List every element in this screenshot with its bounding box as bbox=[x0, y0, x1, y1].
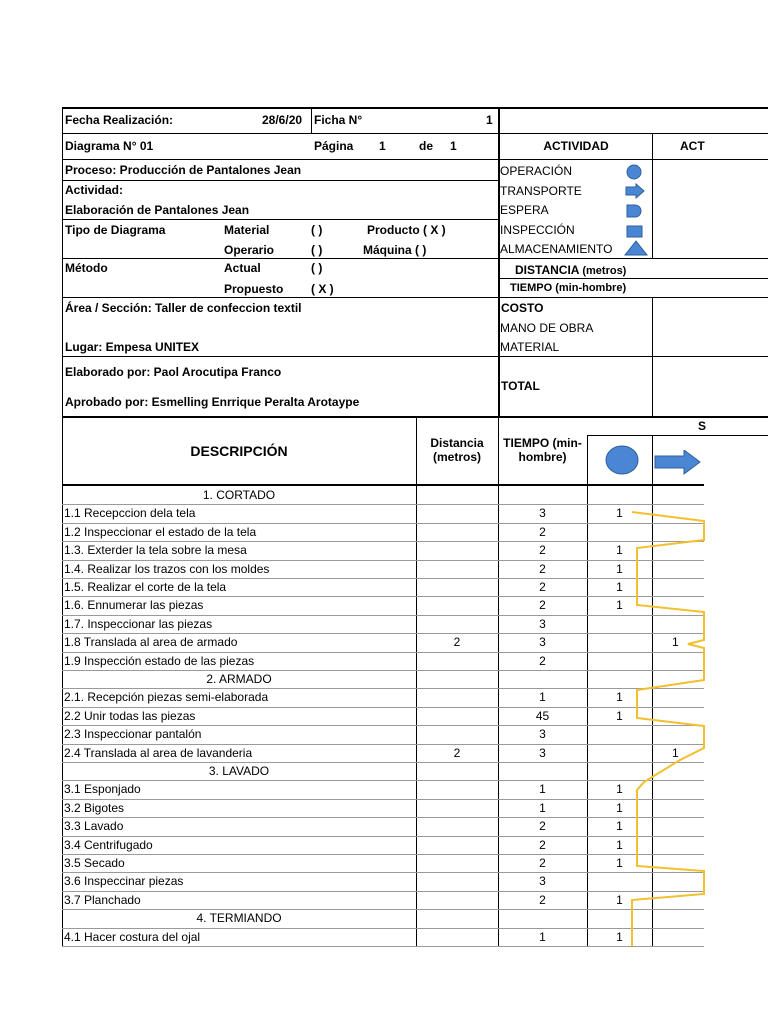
row-divider bbox=[62, 928, 704, 929]
delay-d-icon bbox=[624, 203, 646, 219]
row-operation-count: 1 bbox=[616, 580, 623, 594]
row-time: 2 bbox=[539, 580, 546, 594]
row-description: 3.1 Esponjado bbox=[64, 782, 141, 797]
row-description: 2.1. Recepción piezas semi-elaborada bbox=[64, 690, 269, 705]
row-description: 3.4 Centrifugado bbox=[64, 837, 153, 852]
row-time: 1 bbox=[539, 929, 546, 944]
col-tiempo-line2: hombre) bbox=[518, 450, 567, 464]
row-description: 1.9 Inspección estado de las piezas bbox=[64, 653, 255, 668]
row-divider bbox=[62, 652, 704, 653]
transport-column-arrow-icon bbox=[654, 450, 702, 476]
metodo-label: Método bbox=[65, 261, 108, 275]
mano-obra-label: MANO DE OBRA bbox=[500, 321, 594, 335]
actividad-header: ACTIVIDAD bbox=[543, 139, 609, 153]
row-time: 3 bbox=[539, 635, 546, 650]
row-description: 1.7. Inspeccionar las piezas bbox=[64, 616, 213, 631]
section-title: 1. CORTADO bbox=[202, 488, 276, 502]
de-label: de bbox=[419, 139, 434, 153]
summary-almacenamiento: ALMACENAMIENTO bbox=[500, 242, 613, 256]
fecha-label: Fecha Realización: bbox=[65, 113, 174, 127]
row-operation-count: 1 bbox=[616, 929, 623, 944]
grid-line bbox=[62, 484, 704, 486]
col-tiempo bbox=[498, 437, 587, 463]
grid-line bbox=[62, 297, 768, 298]
propuesto-mark: ( X ) bbox=[311, 282, 334, 296]
row-operation-count: 1 bbox=[616, 800, 623, 815]
actividad-value: Elaboración de Pantalones Jean bbox=[65, 203, 250, 217]
grid-line bbox=[652, 133, 653, 258]
storage-triangle-icon bbox=[624, 239, 650, 257]
actual-label: Actual bbox=[224, 261, 261, 275]
grid-line bbox=[62, 133, 768, 134]
row-description: 1.8 Translada al area de armado bbox=[64, 635, 238, 650]
de-value: 1 bbox=[450, 139, 457, 153]
row-distance: 2 bbox=[453, 635, 461, 650]
inspection-square-icon bbox=[624, 223, 646, 239]
row-operation-count: 1 bbox=[616, 506, 623, 521]
row-time: 2 bbox=[539, 653, 546, 668]
row-time: 2 bbox=[539, 561, 546, 576]
operation-column-circle-icon bbox=[604, 444, 640, 476]
distancia-unit: (metros) bbox=[582, 265, 627, 277]
lugar-text: Lugar: Empesa UNITEX bbox=[65, 340, 200, 354]
row-description: 1.2 Inspeccionar el estado de la tela bbox=[64, 524, 257, 539]
summary-espera: ESPERA bbox=[500, 203, 549, 217]
pagina-label: Página bbox=[314, 139, 354, 153]
grid-line bbox=[62, 107, 63, 946]
row-time: 3 bbox=[539, 874, 546, 889]
section-title: 4. TERMIANDO bbox=[196, 911, 282, 926]
grid-line bbox=[62, 258, 768, 259]
row-time: 2 bbox=[539, 819, 546, 834]
grid-line bbox=[416, 416, 417, 946]
row-operation-count: 1 bbox=[616, 561, 623, 576]
grid-line bbox=[62, 180, 498, 181]
section-title: 2. ARMADO bbox=[206, 672, 272, 686]
act-header-cut: ACT bbox=[680, 139, 705, 153]
row-divider bbox=[62, 707, 704, 708]
row-time: 3 bbox=[539, 727, 546, 742]
material-cost-label: MATERIAL bbox=[500, 340, 560, 354]
row-divider bbox=[62, 854, 704, 855]
row-divider bbox=[62, 780, 704, 781]
row-divider bbox=[62, 541, 704, 542]
row-operation-count: 1 bbox=[616, 543, 623, 558]
col-distancia-line1: Distancia bbox=[430, 436, 484, 450]
row-operation-count: 1 bbox=[616, 782, 623, 797]
distancia-label bbox=[515, 264, 626, 277]
grid-line bbox=[62, 416, 768, 418]
producto-label: Producto ( X ) bbox=[367, 223, 446, 237]
summary-operacion: OPERACIÓN bbox=[500, 164, 573, 178]
row-divider bbox=[62, 946, 704, 947]
row-operation-count: 1 bbox=[616, 819, 623, 834]
grid-line bbox=[62, 219, 498, 220]
material-label: Material bbox=[224, 223, 270, 237]
propuesto-label: Propuesto bbox=[224, 282, 284, 296]
row-operation-count: 1 bbox=[616, 837, 623, 852]
row-divider bbox=[62, 596, 704, 597]
row-transport-count: 1 bbox=[672, 635, 679, 650]
row-divider bbox=[62, 560, 704, 561]
material-mark: ( ) bbox=[311, 223, 323, 237]
row-time: 45 bbox=[535, 708, 550, 723]
row-description: 3.3 Lavado bbox=[64, 819, 124, 834]
actual-mark: ( ) bbox=[311, 261, 323, 275]
row-divider bbox=[62, 744, 704, 745]
row-description: 3.5 Secado bbox=[64, 856, 125, 870]
row-time: 1 bbox=[539, 782, 546, 797]
summary-transporte: TRANSPORTE bbox=[500, 184, 582, 198]
row-divider bbox=[62, 523, 704, 524]
row-time: 2 bbox=[539, 837, 546, 852]
row-description: 1.6. Ennumerar las piezas bbox=[64, 598, 204, 613]
row-divider bbox=[62, 909, 704, 910]
row-description: 4.1 Hacer costura del ojal bbox=[64, 929, 201, 944]
summary-inspeccion: INSPECCIÓN bbox=[500, 223, 575, 237]
grid-line bbox=[62, 107, 768, 109]
ficha-value: 1 bbox=[486, 113, 493, 127]
row-time: 3 bbox=[539, 506, 546, 521]
row-description: 2.4 Translada al area de lavanderia bbox=[64, 745, 253, 760]
row-operation-count: 1 bbox=[616, 892, 623, 907]
row-time: 2 bbox=[539, 892, 546, 907]
proceso-text: Proceso: Producción de Pantalones Jean bbox=[65, 163, 302, 177]
row-divider bbox=[62, 799, 704, 800]
transport-arrow-icon bbox=[624, 183, 646, 199]
row-operation-count: 1 bbox=[616, 708, 623, 723]
row-time: 2 bbox=[539, 856, 546, 870]
row-description: 2.3 Inspeccionar pantalón bbox=[64, 727, 202, 742]
row-divider bbox=[62, 817, 704, 818]
row-time: 3 bbox=[539, 745, 546, 760]
operation-circle-icon bbox=[624, 163, 644, 181]
actividad-label: Actividad: bbox=[65, 183, 124, 197]
operario-label: Operario bbox=[224, 243, 275, 257]
pagina-value: 1 bbox=[379, 139, 386, 153]
section-title: 3. LAVADO bbox=[208, 764, 270, 778]
row-time: 3 bbox=[539, 616, 546, 631]
row-distance: 2 bbox=[453, 745, 461, 760]
row-divider bbox=[62, 633, 704, 634]
maquina-label: Máquina ( ) bbox=[363, 243, 427, 257]
row-divider bbox=[62, 504, 704, 505]
row-description: 1.5. Realizar el corte de la tela bbox=[64, 580, 227, 594]
aprobado-text: Aprobado por: Esmelling Enrrique Peralta Arotaype bbox=[65, 395, 360, 409]
row-time: 1 bbox=[539, 800, 546, 815]
grid-line bbox=[587, 435, 768, 436]
row-time: 2 bbox=[539, 598, 546, 613]
row-description: 1.3. Exterder la tela sobre la mesa bbox=[64, 543, 247, 558]
col-distancia bbox=[416, 437, 498, 463]
row-time: 1 bbox=[539, 690, 546, 705]
col-descripcion: DESCRIPCIÓN bbox=[190, 443, 288, 459]
grid-line bbox=[62, 159, 768, 160]
fecha-value: 28/6/20 bbox=[262, 113, 303, 127]
total-label: TOTAL bbox=[501, 379, 540, 393]
area-text: Área / Sección: Taller de confeccion textil bbox=[65, 301, 302, 315]
row-description: 1.4. Realizar los trazos con los moldes bbox=[64, 561, 270, 576]
tipo-diagrama-label: Tipo de Diagrama bbox=[65, 223, 166, 237]
row-description: 3.7 Planchado bbox=[64, 892, 141, 907]
row-divider bbox=[62, 725, 704, 726]
grid-line bbox=[62, 356, 768, 357]
s-cut: S bbox=[698, 419, 707, 433]
row-divider bbox=[62, 836, 704, 837]
operario-mark: ( ) bbox=[311, 243, 323, 257]
row-description: 3.6 Inspeccinar piezas bbox=[64, 874, 184, 889]
costo-label: COSTO bbox=[501, 301, 544, 315]
row-time: 2 bbox=[539, 524, 546, 539]
grid-line bbox=[498, 107, 500, 418]
distancia-text: DISTANCIA bbox=[515, 263, 579, 277]
col-distancia-line2: (metros) bbox=[432, 450, 481, 464]
row-divider bbox=[62, 872, 704, 873]
elaborado-text: Elaborado por: Paol Arocutipa Franco bbox=[65, 365, 282, 379]
row-description: 3.2 Bigotes bbox=[64, 800, 125, 815]
grid-line bbox=[652, 435, 653, 946]
row-divider bbox=[62, 670, 704, 671]
row-description: 2.2 Unir todas las piezas bbox=[64, 708, 196, 723]
row-divider bbox=[62, 891, 704, 892]
diagrama-label: Diagrama N° 01 bbox=[65, 139, 154, 153]
row-operation-count: 1 bbox=[616, 598, 623, 613]
row-divider bbox=[62, 578, 704, 579]
ficha-label: Ficha N° bbox=[314, 113, 363, 127]
row-time: 2 bbox=[539, 543, 546, 558]
row-operation-count: 1 bbox=[616, 856, 623, 870]
grid-line bbox=[311, 107, 312, 133]
row-operation-count: 1 bbox=[616, 690, 623, 705]
row-description: 1.1 Recepccion dela tela bbox=[64, 506, 196, 521]
row-divider bbox=[62, 615, 704, 616]
row-divider bbox=[62, 762, 704, 763]
grid-line bbox=[652, 297, 653, 416]
col-tiempo-line1: TIEMPO (min- bbox=[503, 436, 582, 450]
grid-line bbox=[498, 278, 768, 279]
row-transport-count: 1 bbox=[672, 745, 679, 760]
tiempo-label: TIEMPO (min-hombre) bbox=[510, 282, 627, 294]
row-divider bbox=[62, 688, 704, 689]
